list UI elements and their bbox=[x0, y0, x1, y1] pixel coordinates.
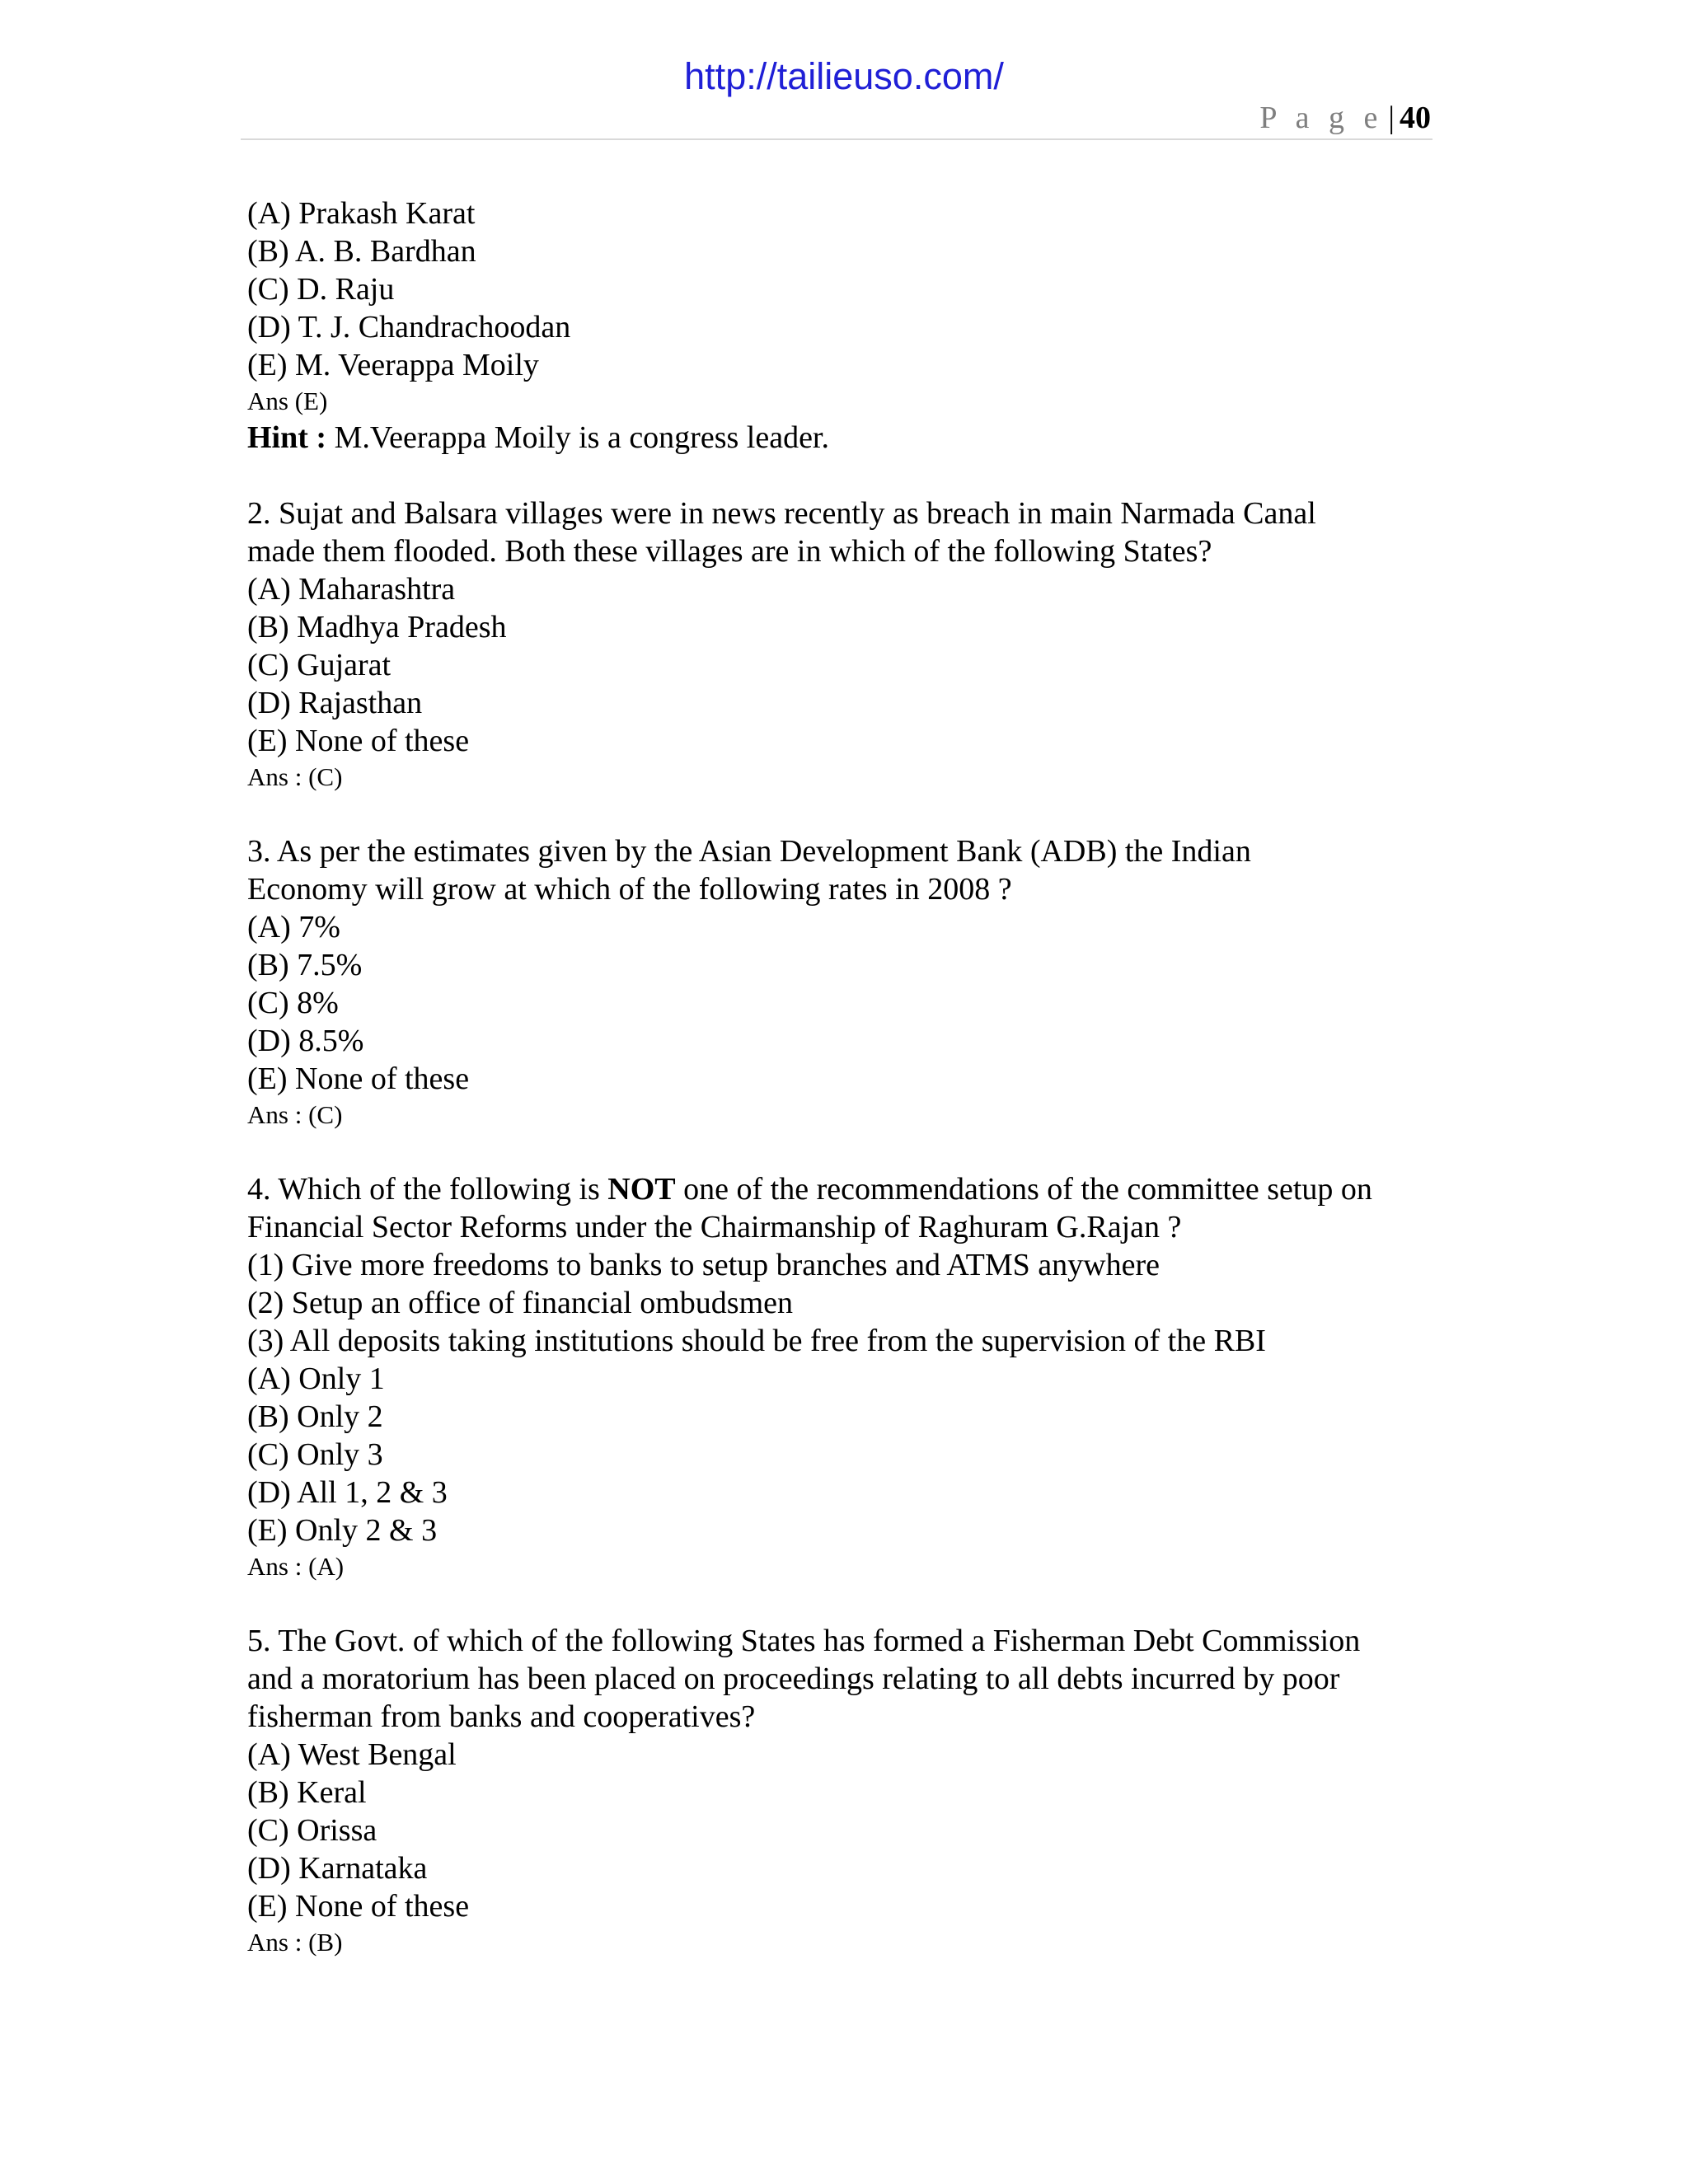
hint-label: Hint : bbox=[247, 420, 327, 455]
answer: Ans : (C) bbox=[247, 762, 343, 791]
page-number-label bbox=[1259, 97, 1431, 138]
statement: (1) Give more freedoms to banks to setup branches and ATMS anywhere bbox=[247, 1248, 1160, 1282]
option: (D) All 1, 2 & 3 bbox=[247, 1475, 448, 1510]
answer: Ans : (B) bbox=[247, 1928, 343, 1957]
header-url-link[interactable]: http://tailieuso.com/ bbox=[684, 55, 1004, 97]
option: (B) Keral bbox=[247, 1775, 367, 1810]
option: (D) Karnataka bbox=[247, 1851, 428, 1886]
document-body bbox=[247, 194, 1451, 1960]
statement: (2) Setup an office of financial ombudsmen bbox=[247, 1286, 793, 1320]
option: (E) None of these bbox=[247, 724, 470, 758]
option: (A) Only 1 bbox=[247, 1361, 385, 1396]
option: (E) None of these bbox=[247, 1062, 470, 1096]
header-divider bbox=[241, 138, 1432, 140]
page-separator: | bbox=[1388, 101, 1395, 135]
answer: Ans (E) bbox=[247, 387, 328, 415]
answer: Ans : (C) bbox=[247, 1100, 343, 1129]
question-text: 5. The Govt. of which of the following States has formed a Fisherman Debt Commission bbox=[247, 1624, 1361, 1658]
answer: Ans : (A) bbox=[247, 1552, 345, 1581]
option: (E) Only 2 & 3 bbox=[247, 1513, 438, 1548]
question-text: fisherman from banks and cooperatives? bbox=[247, 1699, 756, 1734]
question-2 bbox=[247, 494, 1451, 794]
question-text: Economy will grow at which of the following rates in 2008 ? bbox=[247, 872, 1012, 907]
question-text: Financial Sector Reforms under the Chairmanship of Raghuram G.Rajan ? bbox=[247, 1210, 1182, 1244]
question-text: and a moratorium has been placed on proceedings relating to all debts incurred by poor bbox=[247, 1661, 1340, 1696]
question-text-pre: 4. Which of the following is bbox=[247, 1172, 608, 1207]
statement: (3) All deposits taking institutions should be free from the supervision of the RBI bbox=[247, 1324, 1266, 1358]
question-1-continued bbox=[247, 194, 1451, 457]
option: (B) Only 2 bbox=[247, 1399, 383, 1434]
option: (A) Maharashtra bbox=[247, 572, 456, 607]
option: (C) Gujarat bbox=[247, 648, 392, 682]
option: (E) None of these bbox=[247, 1889, 470, 1924]
question-text: 2. Sujat and Balsara villages were in news recently as breach in main Narmada Canal bbox=[247, 496, 1316, 531]
option: (B) 7.5% bbox=[247, 948, 363, 982]
question-4 bbox=[247, 1170, 1451, 1584]
page-number: 40 bbox=[1400, 101, 1431, 135]
option: (A) 7% bbox=[247, 910, 340, 944]
option: (C) D. Raju bbox=[247, 272, 395, 307]
question-text-emphasis: NOT bbox=[607, 1172, 676, 1207]
hint bbox=[247, 419, 1451, 457]
option: (D) Rajasthan bbox=[247, 686, 423, 720]
question-3 bbox=[247, 832, 1451, 1132]
option: (C) Orissa bbox=[247, 1813, 377, 1848]
option: (A) Prakash Karat bbox=[247, 196, 476, 231]
hint-text: M.Veerappa Moily is a congress leader. bbox=[326, 420, 829, 455]
option: (B) A. B. Bardhan bbox=[247, 234, 476, 269]
option: (C) Only 3 bbox=[247, 1437, 383, 1472]
question-text-post: one of the recommendations of the committee setup on bbox=[675, 1172, 1372, 1207]
option: (D) 8.5% bbox=[247, 1024, 364, 1058]
page-word: P a g e bbox=[1259, 101, 1384, 135]
option: (C) 8% bbox=[247, 986, 339, 1020]
option: (E) M. Veerappa Moily bbox=[247, 348, 539, 382]
question-text bbox=[247, 1170, 1451, 1208]
option: (A) West Bengal bbox=[247, 1737, 457, 1772]
question-text: 3. As per the estimates given by the Asian Development Bank (ADB) the Indian bbox=[247, 834, 1251, 869]
question-5 bbox=[247, 1622, 1451, 1960]
question-text: made them flooded. Both these villages are in which of the following States? bbox=[247, 534, 1212, 569]
option: (B) Madhya Pradesh bbox=[247, 610, 507, 644]
option: (D) T. J. Chandrachoodan bbox=[247, 310, 571, 344]
